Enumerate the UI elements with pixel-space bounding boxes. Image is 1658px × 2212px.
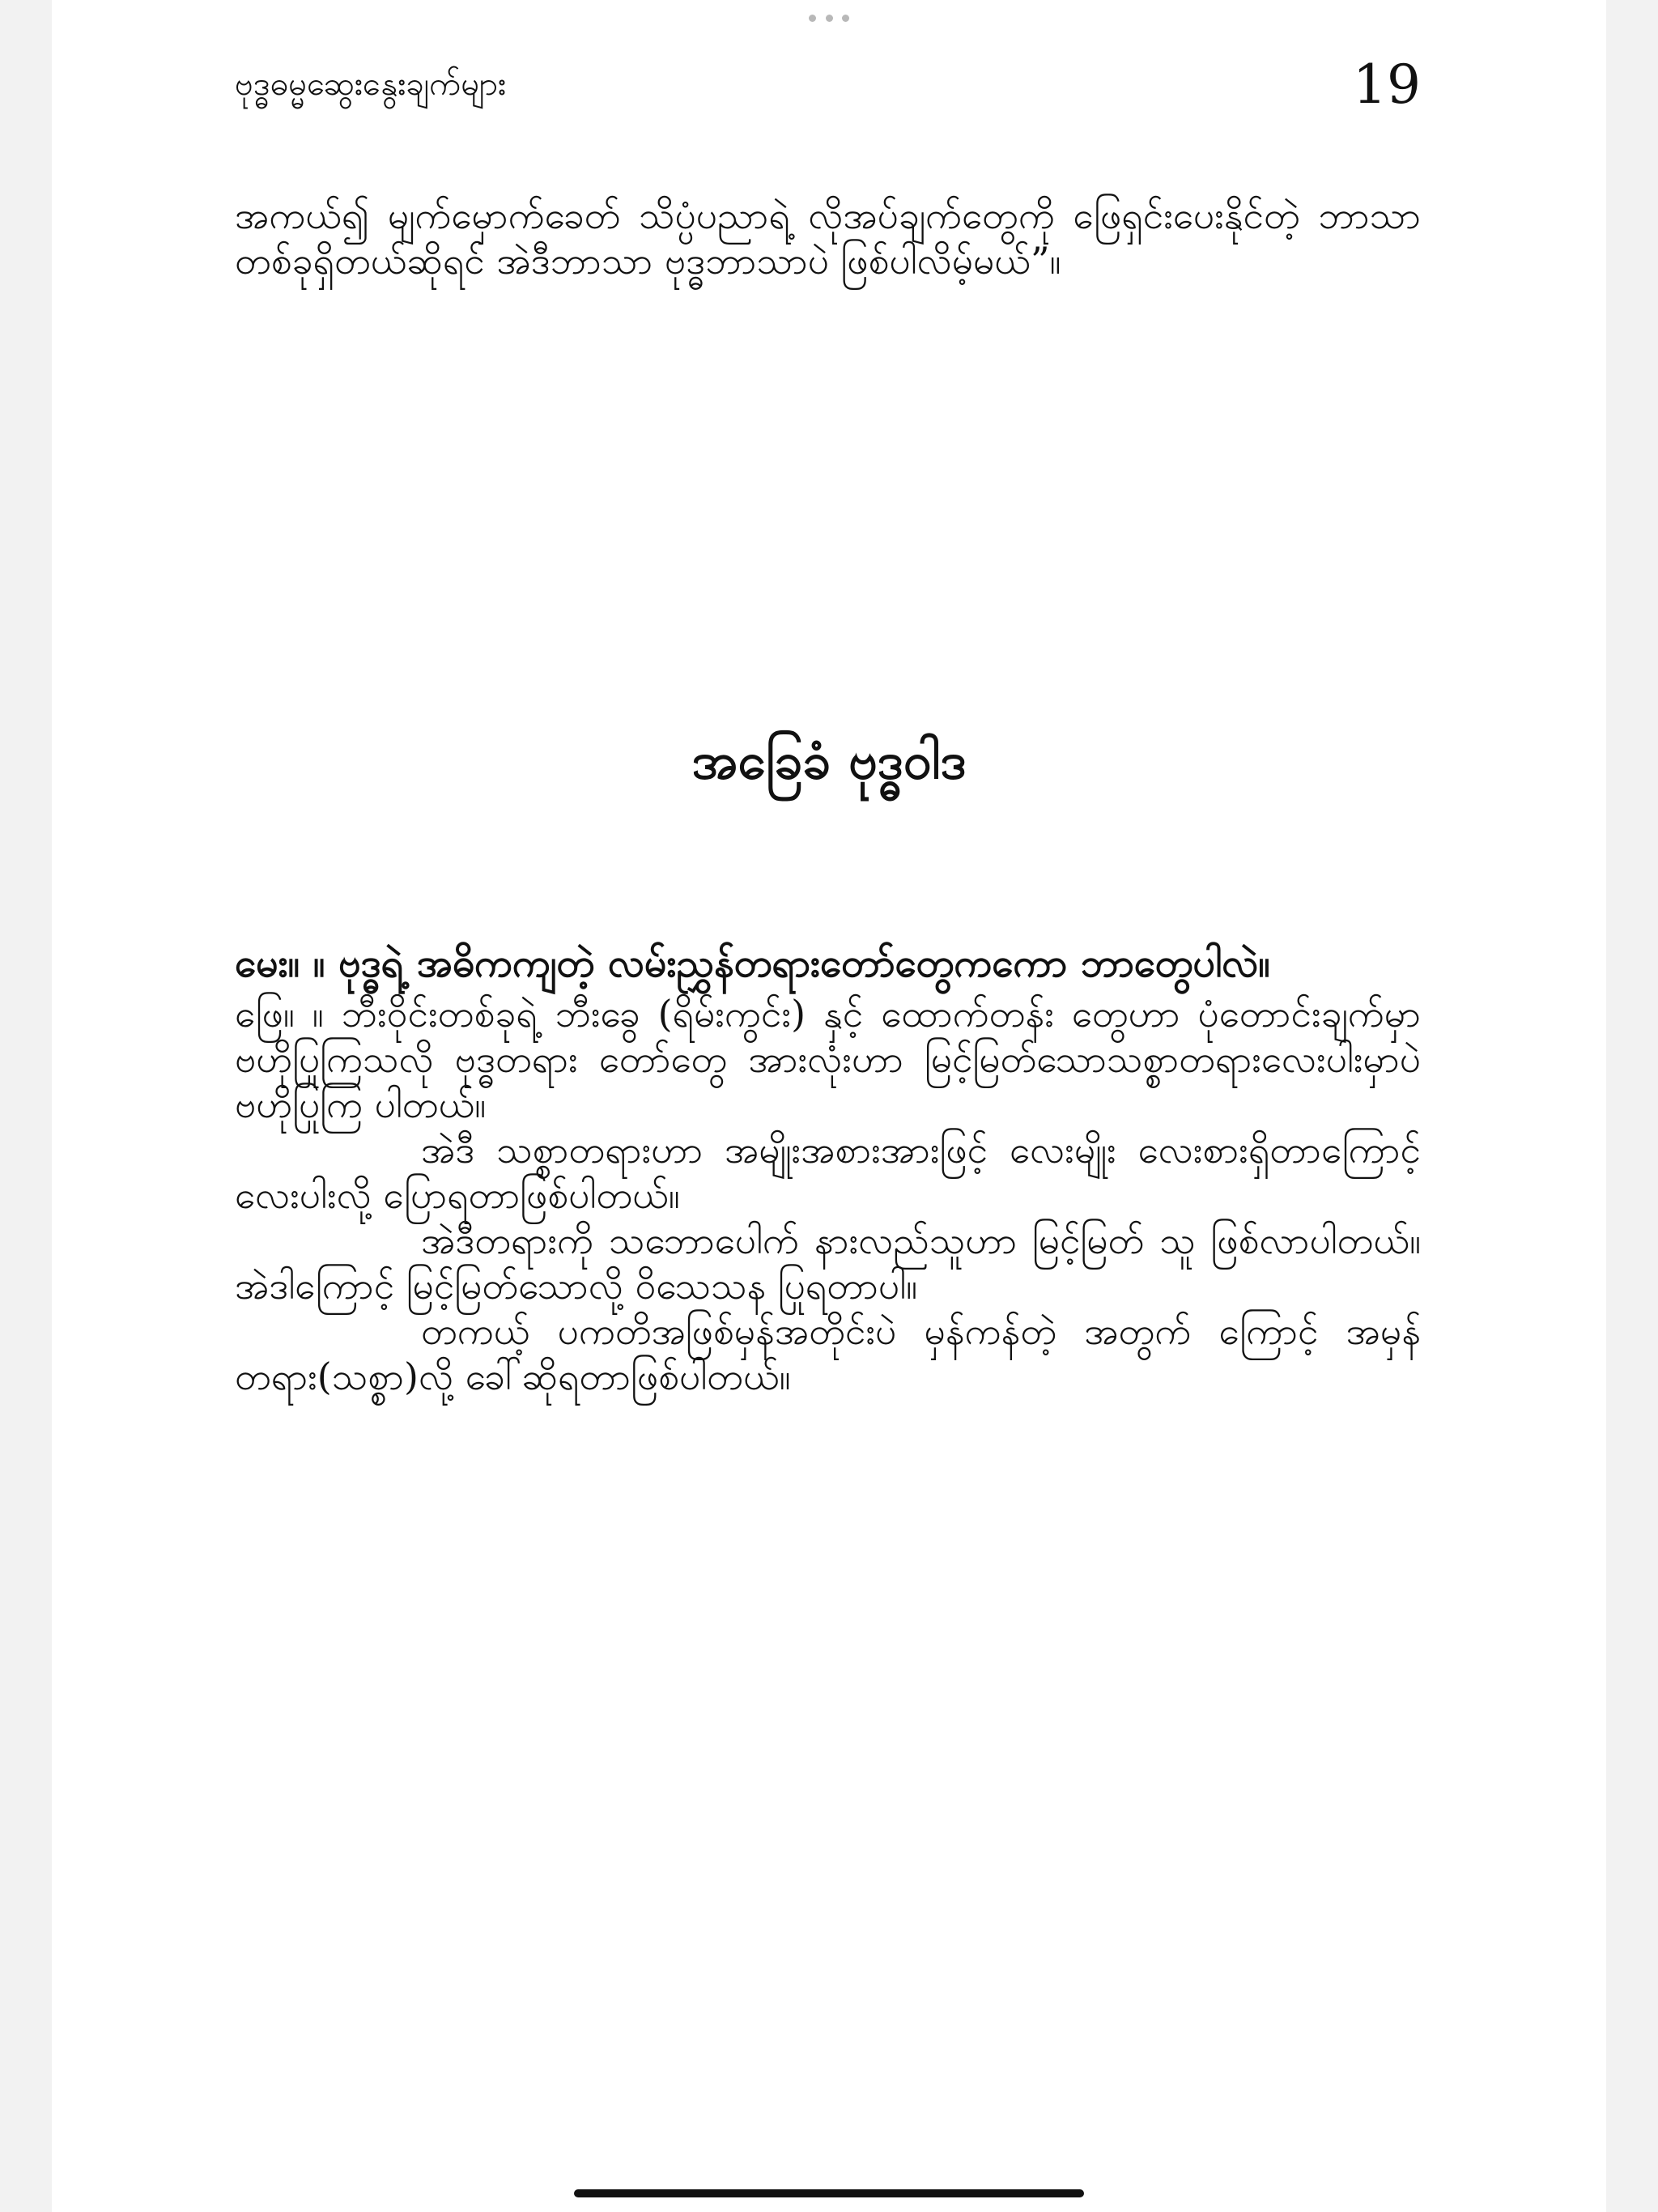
more-options-icon[interactable]: [809, 10, 849, 26]
question-text: မေး။ ။ ဗုဒ္ဓရဲ့ အဓိကကျတဲ့ လမ်းညွှန်တရားတော်တွေကကော ဘာတွေပါလဲ။: [235, 941, 1270, 986]
qa-block: [235, 939, 1421, 1399]
intro-paragraph: အကယ်၍ မျက်မှောက်ခေတ် သိပ္ပံပညာရဲ့ လိုအပ်ချက်တွေကို ဖြေရှင်းပေးနိုင်တဲ့ ဘာသာတစ်ခုရှိတယ်ဆိုရင် အဲဒီဘာသာ ဗုဒ္ဓဘာသာပဲ ဖြစ်ပါလိမ့်မယ်”။: [235, 194, 1421, 283]
answer-paragraph: ဖြေ။ ။ ဘီးဝိုင်းတစ်ခုရဲ့ ဘီးခွေ (ရိမ်းကွင်း) နှင့် ထောက်တန်း တွေဟာ ပုံတောင်းချက်မှာ ဗဟိုပြုကြသလို ဗုဒ္ဓတရား တော်တွေ အားလုံးဟာ မြင့်မြတ်သောသစ္စာတရားလေးပါးမှာပဲ ဗဟိုပြုကြ ပါတယ်။: [235, 992, 1421, 1126]
dot: [809, 15, 816, 22]
answer-paragraph: အဲဒီ သစ္စာတရားဟာ အမျိုးအစားအားဖြင့် လေးမျိုး လေးစားရှိတာကြောင့် လေးပါးလို့ ပြောရတာဖြစ်ပါတယ်။: [235, 1128, 1421, 1217]
intro-block: [235, 193, 1421, 283]
section-title: အခြေခံ ဗုဒ္ဓဝါဒ: [691, 731, 967, 790]
answer-paragraph: အဲဒီတရားကို သဘောပေါက် နားလည်သူဟာ မြင့်မြတ် သူ ဖြစ်လာပါတယ်။ အဲဒါကြောင့် မြင့်မြတ်သောလို့ ဝိသေသန ပြုရတာပါ။: [235, 1219, 1421, 1308]
right-margin-strip: [1606, 0, 1658, 2212]
dot: [842, 15, 849, 22]
book-running-title: ဗုဒ္ဓဓမ္မဆွေးနွေးချက်များ: [235, 66, 507, 103]
dot: [826, 15, 833, 22]
answer-paragraph: တကယ့် ပကတိအဖြစ်မှန်အတိုင်းပဲ မှန်ကန်တဲ့ အတွက် ကြောင့် အမှန်တရား(သစ္စာ)လို့ ခေါ်ဆိုရတာဖြစ်ပါတယ်။: [235, 1309, 1421, 1398]
left-margin-strip: [0, 0, 52, 2212]
running-header: [235, 53, 1421, 116]
home-indicator[interactable]: [574, 2189, 1084, 2197]
page-number: 19: [1353, 53, 1421, 116]
